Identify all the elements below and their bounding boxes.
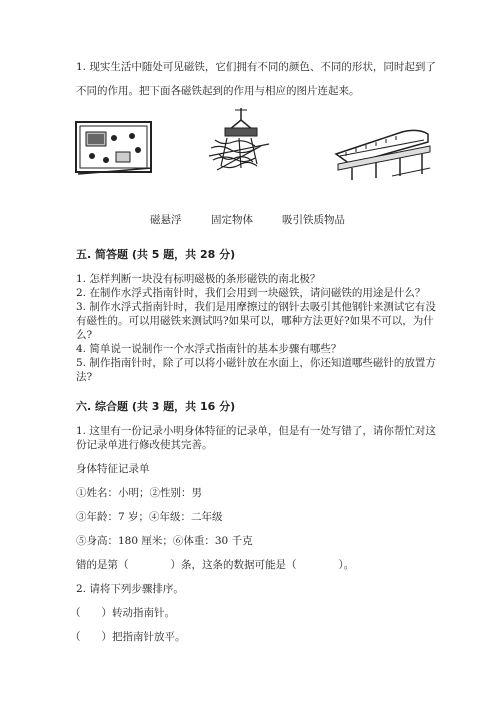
step-place-compass-flat: （ ）把指南针放平。 [70, 631, 186, 643]
section-5-line: 有磁性的。可以用磁铁来测试吗?如果可以，哪种方法更好?如果不可以，为什 [76, 315, 434, 327]
section-6-title: 六. 综合题 (共 3 题，共 16 分) [76, 400, 236, 413]
question-1-line-2: 不同的作用。把下面各磁铁起到的作用与相应的图片连起来。 [76, 85, 360, 97]
section-5-line: 法? [76, 371, 93, 383]
section-5-line: 1. 怎样判断一块没有标明磁极的条形磁铁的南北极？ [76, 273, 321, 285]
maglev-train-illustration [332, 112, 432, 180]
step-rotate-compass: （ ）转动指南针。 [70, 607, 175, 619]
question-1-line-1: 1. 现实生活中随处可见磁铁，它们拥有不同的颜色、不同的形状，同时起到了 [76, 61, 436, 73]
whiteboard-illustration [74, 118, 154, 176]
section-5-title: 五. 简答题 (共 5 题，共 28 分) [76, 248, 236, 261]
section-6-q1-line-1: 1. 这里有一份记录小明身体特征的记录单，但是有一处写错了，请你帮忙对这 [76, 425, 436, 437]
record-title: 身体特征记录单 [76, 463, 150, 475]
section-5-line: 3. 制作水浮式指南针时，我们是用摩擦过的钢针去吸引其他钢针来测试它有没 [76, 301, 436, 313]
record-row-1: ①姓名：小明；②性别：男 [76, 487, 202, 499]
section-6-q2: 2. 请将下列步骤排序。 [76, 583, 184, 595]
section-5-line: 2. 在制作水浮式指南针时，我们会用到一块磁铁，请问磁铁的用途是什么？ [76, 287, 426, 299]
answer-line: 错的是第（ ）条，这条的数据可能是（ ）。 [76, 559, 355, 571]
record-row-3: ⑤身高：180 厘米；⑥体重：30 千克 [76, 535, 253, 547]
section-5-line: 5. 制作指南针时，除了可以将小磁针放在水面上，你还知道哪些磁针的放置方 [76, 357, 436, 369]
label-fix-object: 固定物体 [211, 214, 253, 226]
label-attract-iron: 吸引铁质物品 [282, 214, 345, 226]
section-6-q1-line-2: 份记录单进行修改使其完善。 [76, 439, 213, 451]
section-5-line: 4. 简单说一说制作一个水浮式指南针的基本步骤有哪些？ [76, 343, 342, 355]
crane-magnet-illustration [205, 108, 277, 174]
record-row-2: ③年龄：7 岁；④年级：二年级 [76, 511, 223, 523]
section-5-line: 么? [76, 329, 93, 341]
label-maglev: 磁悬浮 [150, 214, 182, 226]
